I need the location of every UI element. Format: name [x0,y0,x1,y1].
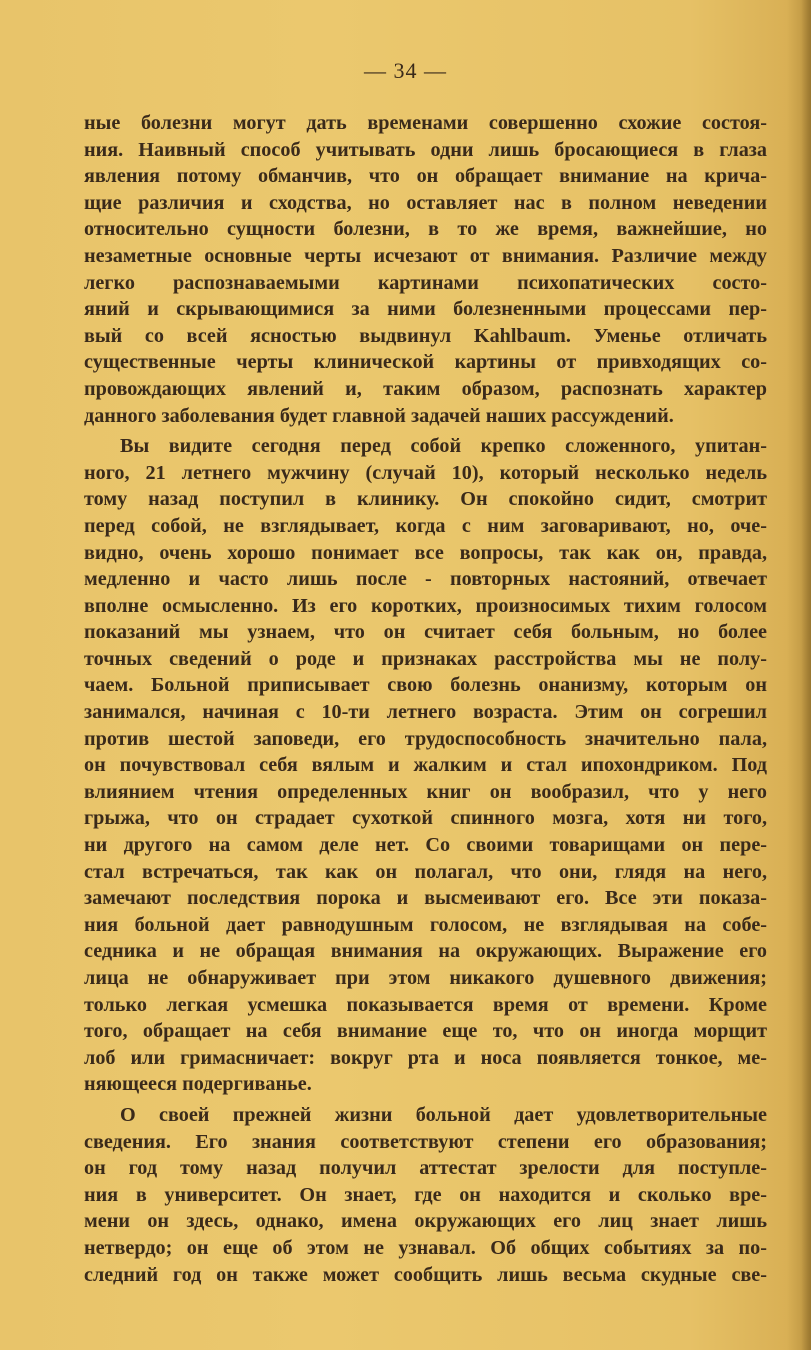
text-line: мени он здесь, однако, имена окружающих его лиц знает лишь [84,1210,767,1233]
text-line: яний и скрывающимися за ними болезненными процессами пер- [84,298,767,321]
text-line: ные болезни могут дать временами совершенно схожие состоя- [84,112,767,134]
text-line: он почувствовал себя вялым и жалким и стал ипохондриком. Под [84,754,767,777]
text-line: перед собой, не взглядывает, когда с ним заговаривают, но, оче- [84,514,767,537]
text-line: провождающих явлений и, таким образом, распознать характер [84,377,767,400]
text-line: существенные черты клинической картины от привходящих со- [84,351,767,374]
text-line: ного, 21 летнего мужчину (случай 10), который несколько недель [84,461,767,484]
text-line: лица не обнаруживает при этом никакого душевного движения; [84,967,767,989]
text-line: чаем. Больной приписывает свою болезнь онанизму, которым он [84,674,767,697]
text-line: видно, очень хорошо понимает все вопросы, так как он, правда, [84,541,767,564]
text-line: данного заболевания будет главной задачей наших рассуждений. [84,404,674,427]
text-line: точных сведений о роде и признаках расстройства мы не полу- [84,647,767,670]
page-number: — 34 — [364,58,447,83]
text-line: занимался, начиная с 10-ти летнего возраста. Этим он согрешил [84,701,767,724]
text-line: вый со всей ясностью выдвинул Kahlbaum. Уменье отличать [84,324,767,347]
text-line: явления потому обманчив, что он обращает внимание на крича- [84,165,767,188]
paragraph-2 [84,433,767,1098]
paragraph-1 [84,110,767,429]
text-line: ния. Наивный способ учитывать одни лишь бросающиеся в глаза [84,138,767,161]
text-line: стал встречаться, так как он полагал, что они, глядя на него, [84,860,767,883]
text-line: вполне осмысленно. Из его коротких, произносимых тихим голосом [84,594,767,617]
text-line: ни другого на самом деле нет. Со своими товарищами он пере- [84,834,767,857]
text-line: того, обращает на себя внимание еще то, что он иногда морщит [84,1020,767,1043]
text-line: относительно сущности болезни, в то же время, важнейшие, но [84,218,767,241]
text-line: ния в университет. Он знает, где он находится и сколько вре- [84,1183,767,1206]
text-line: медленно и часто лишь после - повторных настояний, отвечает [84,568,767,591]
text-line: сведения. Его знания соответствуют степени его образования; [84,1130,767,1153]
text-line: лоб или гримасничает: вокруг рта и носа появляется тонкое, ме- [84,1046,767,1069]
text-line: замечают последствия порока и высмеивают его. Все эти показа- [84,887,767,910]
text-line: только легкая усмешка показывается время от времени. Кроме [84,993,767,1016]
paragraph-3 [84,1102,767,1288]
text-line: щие различия и сходства, но оставляет нас в полном неведении [84,191,767,214]
text-line: нетвердо; он еще об этом не узнавал. Об общих событиях за по- [84,1236,767,1259]
text-line: ния больной дает равнодушным голосом, не взглядывая на собе- [84,913,767,936]
text-line: Вы видите сегодня перед собой крепко сложенного, упитан- [120,435,767,458]
text-line: показаний мы узнаем, что он считает себя больным, но более [84,621,767,644]
text-line: против шестой заповеди, его трудоспособность значительно пала, [84,727,767,750]
text-line: влиянием чтения определенных книг он вообразил, что у него [84,780,767,803]
text-line: седника и не обращая внимания на окружающих. Выражение его [84,940,767,963]
text-line: он год тому назад получил аттестат зрелости для поступле- [84,1157,767,1180]
text-line: легко распознаваемыми картинами психопатических состо- [84,271,767,294]
body-text [84,110,767,1288]
page-edge-shadow [801,0,811,1350]
text-line: незаметные основные черты исчезают от внимания. Различие между [84,244,767,267]
text-line: тому назад поступил в клинику. Он спокойно сидит, смотрит [84,488,767,511]
text-line: О своей прежней жизни больной дает удовлетворительные [120,1103,767,1126]
text-line: няющееся подергиванье. [84,1073,312,1096]
text-line: следний год он также может сообщить лишь весьма скудные све- [84,1263,767,1286]
text-line: грыжа, что он страдает сухоткой спинного мозга, хотя ни того, [84,807,767,830]
